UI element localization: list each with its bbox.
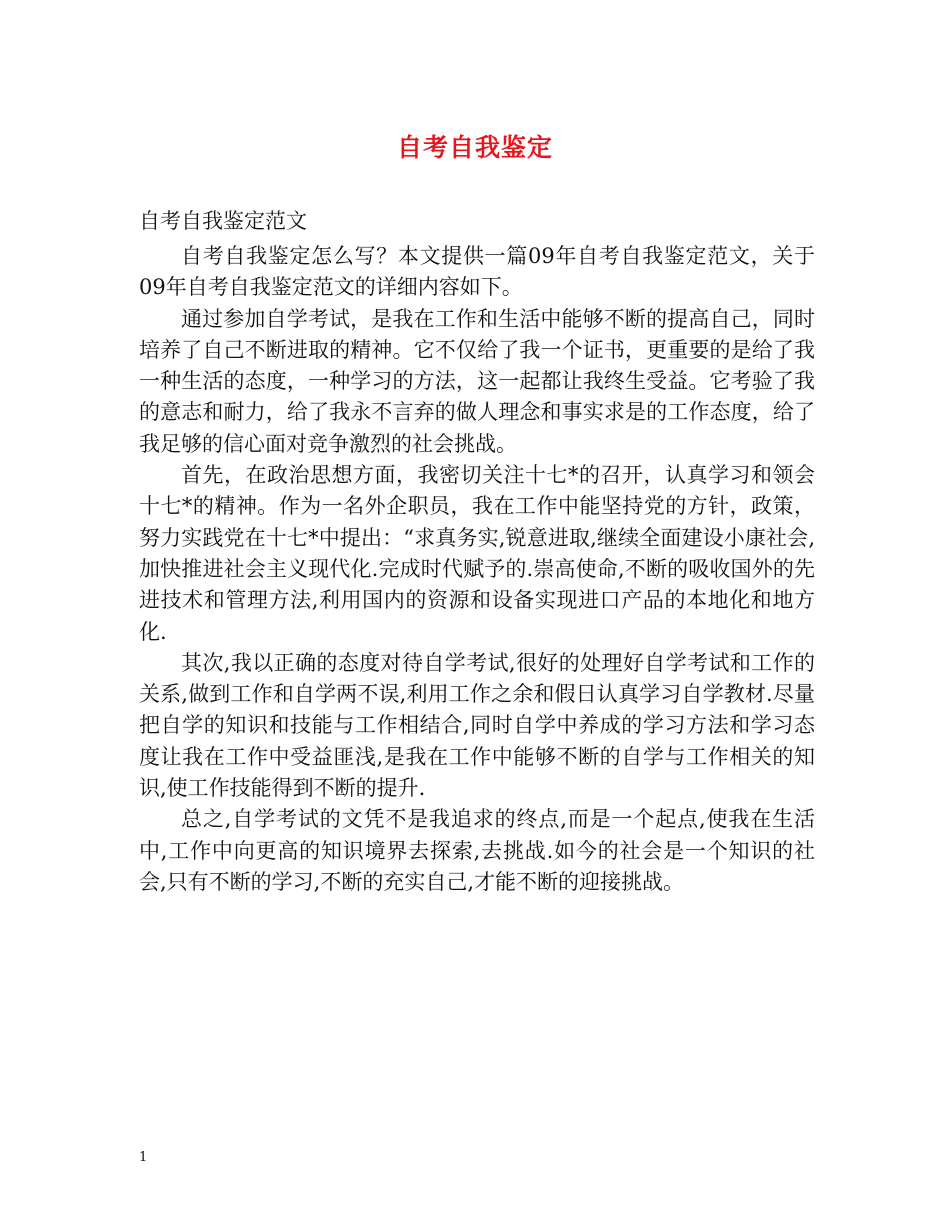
document-title: 自考自我鉴定 (396, 133, 553, 162)
document-body (139, 241, 815, 898)
page-number: 1 (139, 1150, 148, 1165)
paragraph: 首先，在政治思想方面，我密切关注十七*的召开，认真学习和领会十七*的精神。作为一名外企职员，我在工作中能坚持党的方针，政策，努力实践党在十七*中提出：“求真务实,锐意进取,继续全面建设小康社会,加快推进社会主义现代化.完成时代赋予的.崇高使命,不断的吸收国外的先进技术和管理方法,利用国内的资源和设备实现进口产品的本地化和地方化. (139, 463, 815, 644)
paragraph: 总之,自学考试的文凭不是我追求的终点,而是一个起点,使我在生活中,工作中向更高的知识境界去探索,去挑战.如今的社会是一个知识的社会,只有不断的学习,不断的充实自己,才能不断的迎接挑战。 (139, 807, 815, 894)
document-subtitle: 自考自我鉴定范文 (139, 209, 307, 233)
paragraph: 通过参加自学考试，是我在工作和生活中能够不断的提高自己，同时培养了自己不断进取的精神。它不仅给了我一个证书，更重要的是给了我一种生活的态度，一种学习的方法，这一起都让我终生受益。它考验了我的意志和耐力，给了我永不言弃的做人理念和事实求是的工作态度，给了我足够的信心面对竞争激烈的社会挑战。 (139, 306, 815, 456)
paragraph: 自考自我鉴定怎么写？本文提供一篇09年自考自我鉴定范文，关于09年自考自我鉴定范文的详细内容如下。 (139, 244, 815, 300)
paragraph: 其次,我以正确的态度对待自学考试,很好的处理好自学考试和工作的关系,做到工作和自学两不误,利用工作之余和假日认真学习自学教材.尽量把自学的知识和技能与工作相结合,同时自学中养成的学习方法和学习态度让我在工作中受益匪浅,是我在工作中能够不断的自学与工作相关的知识,使工作技能得到不断的提升. (139, 650, 815, 801)
